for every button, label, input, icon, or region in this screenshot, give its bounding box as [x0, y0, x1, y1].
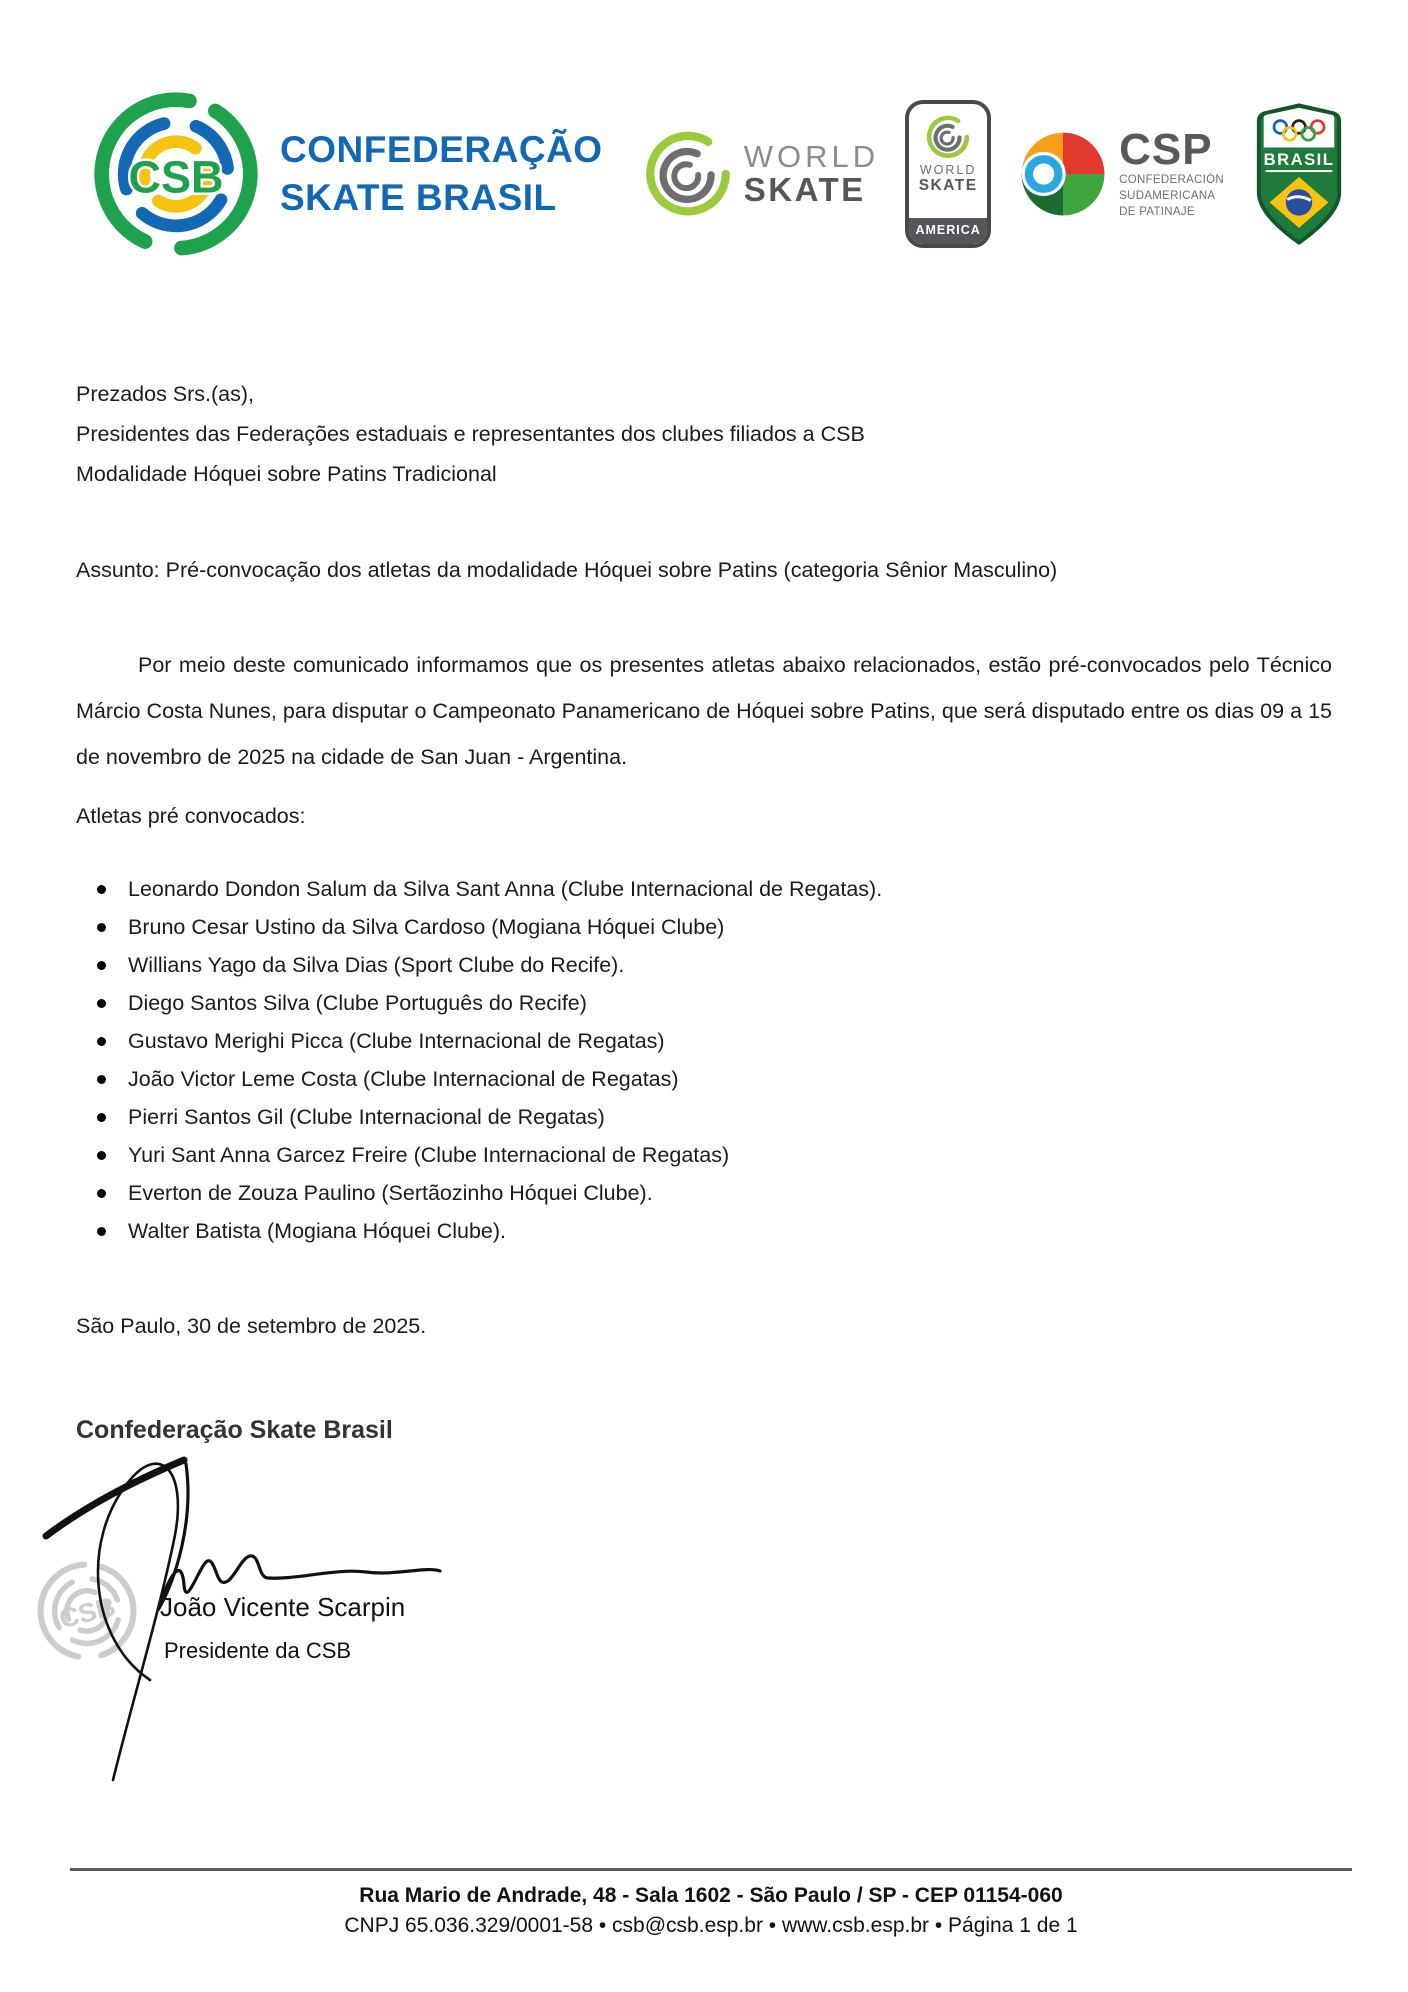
csp-abbr: CSP — [1119, 124, 1213, 174]
salutation-line3: Modalidade Hóquei sobre Patins Tradicional — [76, 462, 497, 486]
wsa-word1: WORLD — [919, 163, 977, 177]
csp-sub1: CONFEDERACIÓN — [1119, 173, 1224, 186]
signature-org-name: Confederação Skate Brasil — [76, 1416, 393, 1444]
brand-name-line1: CONFEDERAÇÃO — [280, 128, 603, 170]
athlete-item: João Victor Leme Costa (Clube Internacional de Regatas) — [76, 1060, 1332, 1098]
csb-brand — [88, 86, 603, 262]
world-skate-wordmark — [744, 141, 879, 206]
athlete-item: Diego Santos Silva (Clube Português do Recife) — [76, 984, 1332, 1022]
athletes-list — [76, 870, 1332, 1250]
world-skate-word1: WORLD — [743, 139, 880, 175]
world-skate-logo — [642, 128, 879, 220]
partner-logos — [642, 100, 1348, 248]
brand-name — [280, 126, 603, 222]
brasil-olympic-shield-icon — [1250, 101, 1348, 247]
athlete-item: Pierri Santos Gil (Clube Internacional de Regatas) — [76, 1098, 1332, 1136]
salutation — [76, 374, 1332, 494]
salutation-line1: Prezados Srs.(as), — [76, 382, 255, 406]
wsa-word2: SKATE — [918, 177, 978, 194]
athlete-item: Yuri Sant Anna Garcez Freire (Clube Internacional de Regatas) — [76, 1136, 1332, 1174]
wsa-america-band: AMERICA — [909, 218, 987, 244]
date-line: São Paulo, 30 de setembro de 2025. — [76, 1314, 427, 1338]
subject-line: Assunto: Pré-convocação dos atletas da modalidade Hóquei sobre Patins (categoria Sênior Masculino) — [76, 558, 1058, 582]
athlete-item: Bruno Cesar Ustino da Silva Cardoso (Mogiana Hóquei Clube) — [76, 908, 1332, 946]
body-paragraph: Por meio deste comunicado informamos que os presentes atletas abaixo relacionados, estão pré-convocados pelo Técnico Márcio Costa Nunes, para disputar o Campeonato Panamericano de Hóquei sobre Patins, que será disputado entre os dias 09 a 15 de novembro de 2025 na cidade de San Juan - Argentina. — [76, 653, 1332, 769]
signer-name: João Vicente Scarpin — [160, 1592, 406, 1622]
brasil-label: BRASIL — [1263, 150, 1335, 170]
header — [88, 86, 1348, 262]
world-skate-america-swirl-icon — [925, 114, 971, 160]
signature-block — [56, 1452, 1332, 1812]
signer-title: Presidente da CSB — [164, 1638, 352, 1663]
csp-sub3: DE PATINAJE — [1119, 206, 1195, 219]
csb-logo-abbr: CSB — [128, 151, 224, 203]
csb-logo-icon — [88, 86, 264, 262]
csp-sub2: SUDAMERICANA — [1119, 189, 1216, 202]
footer-info: CNPJ 65.036.329/0001-58 • csb@csb.esp.br • www.csb.esp.br • Página 1 de 1 — [344, 1914, 1078, 1937]
csp-logo — [1017, 124, 1224, 220]
csp-sphere-icon — [1017, 128, 1109, 220]
world-skate-america-logo — [905, 100, 991, 248]
athletes-list-intro: Atletas pré convocados: — [76, 804, 306, 828]
athlete-item: Everton de Zouza Paulino (Sertãozinho Hóquei Clube). — [76, 1174, 1332, 1212]
csp-wordmark — [1119, 124, 1224, 220]
athlete-item: Gustavo Merighi Picca (Clube Internacional de Regatas) — [76, 1022, 1332, 1060]
athlete-item: Leonardo Dondon Salum da Silva Sant Anna (Clube Internacional de Regatas). — [76, 870, 1332, 908]
world-skate-word2: SKATE — [743, 170, 866, 208]
athlete-item: Walter Batista (Mogiana Hóquei Clube). — [76, 1212, 1332, 1250]
footer-divider — [70, 1868, 1352, 1871]
brand-name-line2: SKATE BRASIL — [280, 177, 557, 218]
world-skate-swirl-icon — [642, 128, 734, 220]
athlete-item: Willians Yago da Silva Dias (Sport Clube do Recife). — [76, 946, 1332, 984]
csb-stamp-text: CSB — [56, 1591, 119, 1635]
footer — [70, 1868, 1352, 1938]
salutation-line2: Presidentes das Federações estaduais e representantes dos clubes filiados a CSB — [76, 422, 865, 446]
footer-address: Rua Mario de Andrade, 48 - Sala 1602 - São Paulo / SP - CEP 01154-060 — [359, 1884, 1063, 1907]
